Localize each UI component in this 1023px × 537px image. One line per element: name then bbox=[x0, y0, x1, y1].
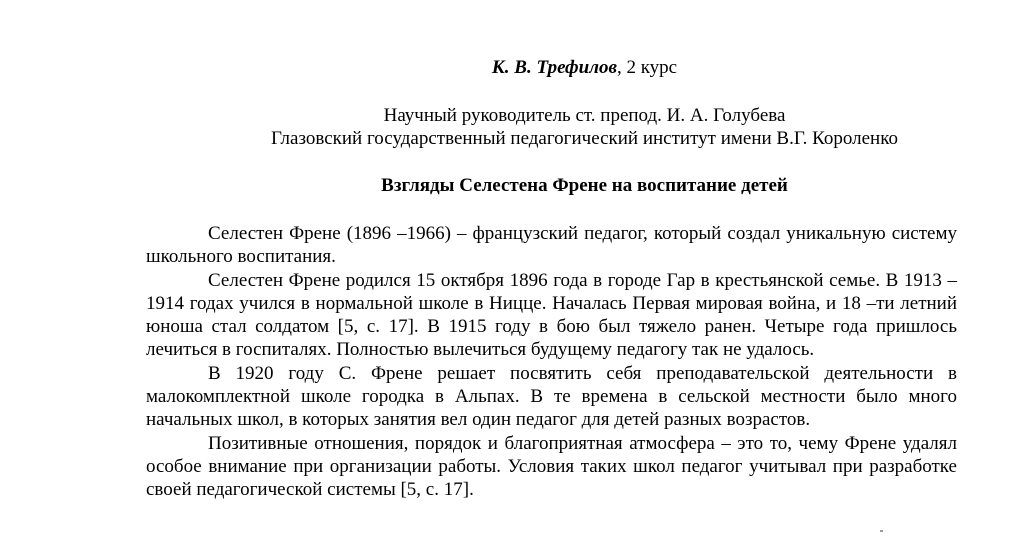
author-name: К. В. Трефилов bbox=[491, 57, 617, 78]
affiliation-block bbox=[146, 104, 1023, 151]
paragraph-3: В 1920 году С. Френе решает посвятить себя преподавательской деятельности в малокомплектной школе городка в Альпах. В те времена в сельской местности было много начальных школ, в которых занятия вел один педагог для детей разных возрастов. bbox=[146, 362, 957, 431]
paragraph-1: Селестен Френе (1896 –1966) – французский педагог, который создал уникальную систему школьного воспитания. bbox=[146, 223, 957, 268]
author-line bbox=[146, 56, 1023, 79]
institution-line: Глазовский государственный педагогический институт имени В.Г. Короленко bbox=[271, 128, 898, 150]
article-body bbox=[146, 222, 957, 502]
author-course: , 2 курс bbox=[616, 57, 678, 78]
paragraph-2: Селестен Френе родился 15 октября 1896 года в городе Гар в крестьянской семье. В 1913 –1914 годах учился в нормальной школе в Ницце. Началась Первая мировая война, и 18 –ти летний юноша стал солдатом [5, с. 17]. В 1915 году в бою был тяжело ранен. Четыре года пришлось лечиться в госпиталях. Полностью вылечиться будущему педагогу так не удалось. bbox=[146, 269, 957, 361]
article-title: Взгляды Селестена Френе на воспитание детей bbox=[381, 175, 788, 196]
scan-speck bbox=[880, 530, 883, 532]
paragraph-4: Позитивные отношения, порядок и благоприятная атмосфера – это то, чему Френе удалял особое внимание при организации работы. Условия таких школ педагог учитывал при разработке своей педагогической системы [5, с. 17]. bbox=[146, 432, 957, 501]
supervisor-line: Научный руководитель ст. препод. И. А. Голубева bbox=[383, 105, 786, 126]
